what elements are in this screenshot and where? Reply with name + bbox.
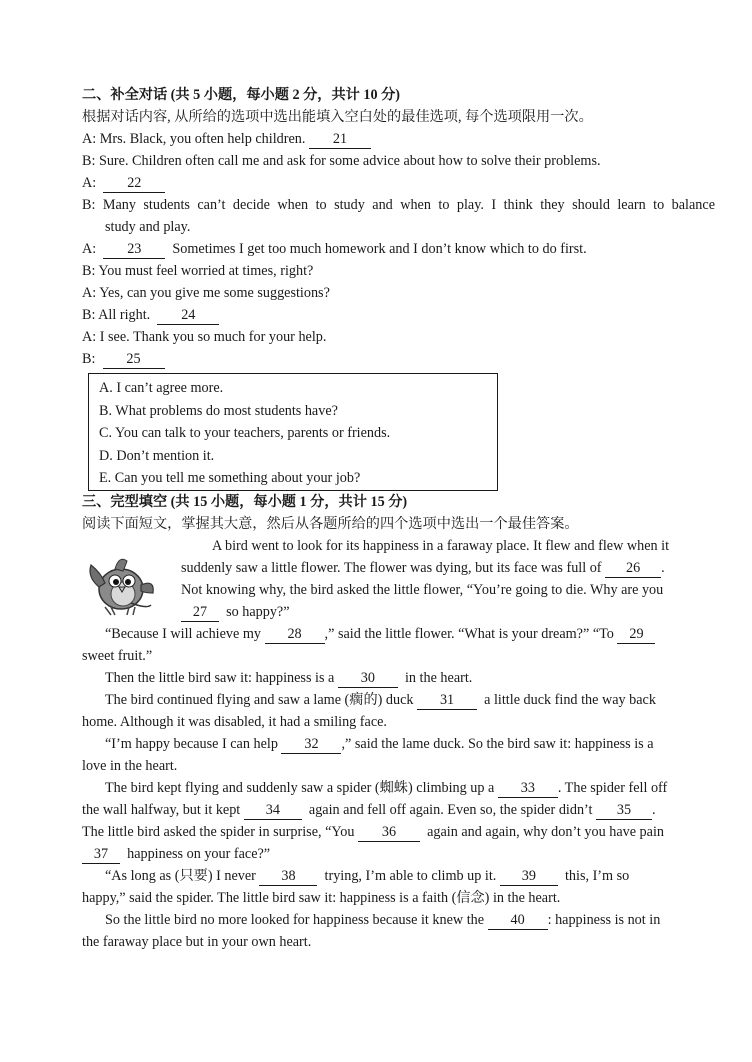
answer-blank[interactable]: 28	[265, 626, 325, 644]
passage-line: The little bird asked the spider in surprise, “You 36 again and again, why don’t you have pain	[82, 824, 664, 840]
passage-line: The bird continued flying and saw a lame (瘸的) duck 31 a little duck find the way back	[105, 692, 656, 708]
answer-blank[interactable]: 34	[244, 802, 302, 820]
exam-page	[82, 84, 715, 953]
passage-line: “I’m happy because I can help 32 ,” said the lame duck. So the bird saw it: happiness is a	[105, 736, 654, 752]
dialogue-line: study and play.	[105, 219, 191, 235]
answer-blank[interactable]: 25	[103, 351, 165, 369]
passage-line: “Because I will achieve my 28 ,” said the little flower. “What is your dream?” “To 29	[82, 623, 715, 645]
answer-blank[interactable]: 26	[605, 560, 661, 578]
passage-line: the faraway place but in your own heart.	[82, 934, 312, 950]
answer-blank[interactable]: 22	[103, 175, 165, 193]
passage-line: The bird kept flying and suddenly saw a spider (蜘蛛) climbing up a 33 . The spider fell off	[105, 780, 668, 796]
dialogue-line: B: You must feel worried at times, right?	[82, 263, 314, 279]
section-title: 三、完型填空 (共 15 小题，每小题 1 分，共计 15 分)	[82, 494, 408, 510]
passage-line: home. Although it was disabled, it had a smiling face.	[82, 714, 387, 730]
options-box	[88, 373, 498, 491]
passage-line: Then the little bird saw it: happiness is a 30 in the heart.	[105, 670, 473, 686]
answer-blank[interactable]: 27	[181, 604, 219, 622]
dialogue-line: B: Sure. Children often call me and ask for some advice about how to solve their problems.	[82, 153, 601, 169]
section-instruction: 阅读下面短文，掌握其大意，然后从各题所给的四个选项中选出一个最佳答案。	[82, 516, 579, 532]
answer-blank[interactable]: 32	[281, 736, 341, 754]
option-b[interactable]: B. What problems do most students have?	[99, 402, 338, 419]
passage-line: love in the heart.	[82, 758, 178, 774]
answer-blank[interactable]: 21	[309, 131, 371, 149]
answer-blank[interactable]: 30	[338, 670, 398, 688]
answer-blank[interactable]: 23	[103, 241, 165, 259]
answer-blank[interactable]: 36	[358, 824, 420, 842]
passage-line: sweet fruit.”	[82, 648, 153, 664]
dialogue-line: A: Yes, can you give me some suggestions?	[82, 285, 330, 301]
answer-blank[interactable]: 39	[500, 868, 558, 886]
answer-blank[interactable]: 38	[259, 868, 317, 886]
answer-blank[interactable]: 31	[417, 692, 477, 710]
option-a[interactable]: A. I can’t agree more.	[99, 380, 224, 396]
dialogue-line: B: 25	[82, 348, 715, 370]
answer-blank[interactable]: 24	[157, 307, 219, 325]
answer-blank[interactable]: 40	[488, 912, 548, 930]
dialogue-line: B: Many students can’t decide when to study and when to play. I think they should learn to balance	[82, 197, 715, 213]
section-title: 二、补全对话 (共 5 小题，每小题 2 分，共计 10 分)	[82, 87, 401, 103]
passage-line: suddenly saw a little flower. The flower was dying, but its face was full of 26 .	[181, 560, 665, 576]
answer-blank[interactable]: 29	[617, 626, 655, 644]
answer-blank[interactable]: 33	[498, 780, 558, 798]
dialogue-line: A: 22	[82, 172, 715, 194]
option-c[interactable]: C. You can talk to your teachers, parents or friends.	[99, 425, 391, 442]
passage-line: So the little bird no more looked for happiness because it knew the 40 : happiness is not in	[105, 912, 661, 928]
section-instruction: 根据对话内容, 从所给的选项中选出能填入空白处的最佳选项, 每个选项限用一次。	[82, 109, 593, 125]
answer-blank[interactable]: 37	[82, 846, 120, 864]
passage-line: the wall halfway, but it kept 34 again and fell off again. Even so, the spider didn’t 35 .	[82, 802, 656, 818]
answer-blank[interactable]: 35	[596, 802, 652, 820]
option-e[interactable]: E. Can you tell me something about your job?	[99, 470, 361, 487]
passage-line: happy,” said the spider. The little bird saw it: happiness is a faith (信念) in the heart.	[82, 890, 561, 906]
passage-line: Not knowing why, the bird asked the little flower, “You’re going to die. Why are you	[181, 582, 664, 598]
dialogue-line: A: I see. Thank you so much for your help.	[82, 329, 327, 345]
dialogue-line: B: All right. 24	[82, 304, 715, 326]
passage-line: A bird went to look for its happiness in a faraway place. It flew and flew when it	[212, 538, 670, 554]
passage-line: 37 happiness on your face?”	[82, 843, 715, 865]
dialogue-line: A: 23 Sometimes I get too much homework and I don’t know which to do first.	[82, 241, 587, 257]
dialogue-line: A: Mrs. Black, you often help children. 21	[82, 128, 715, 150]
passage-line: “As long as (只要) I never 38 trying, I’m able to climb up it. 39 this, I’m so	[105, 868, 630, 884]
passage-line: 27 so happy?”	[82, 601, 715, 623]
option-d[interactable]: D. Don’t mention it.	[99, 447, 215, 464]
